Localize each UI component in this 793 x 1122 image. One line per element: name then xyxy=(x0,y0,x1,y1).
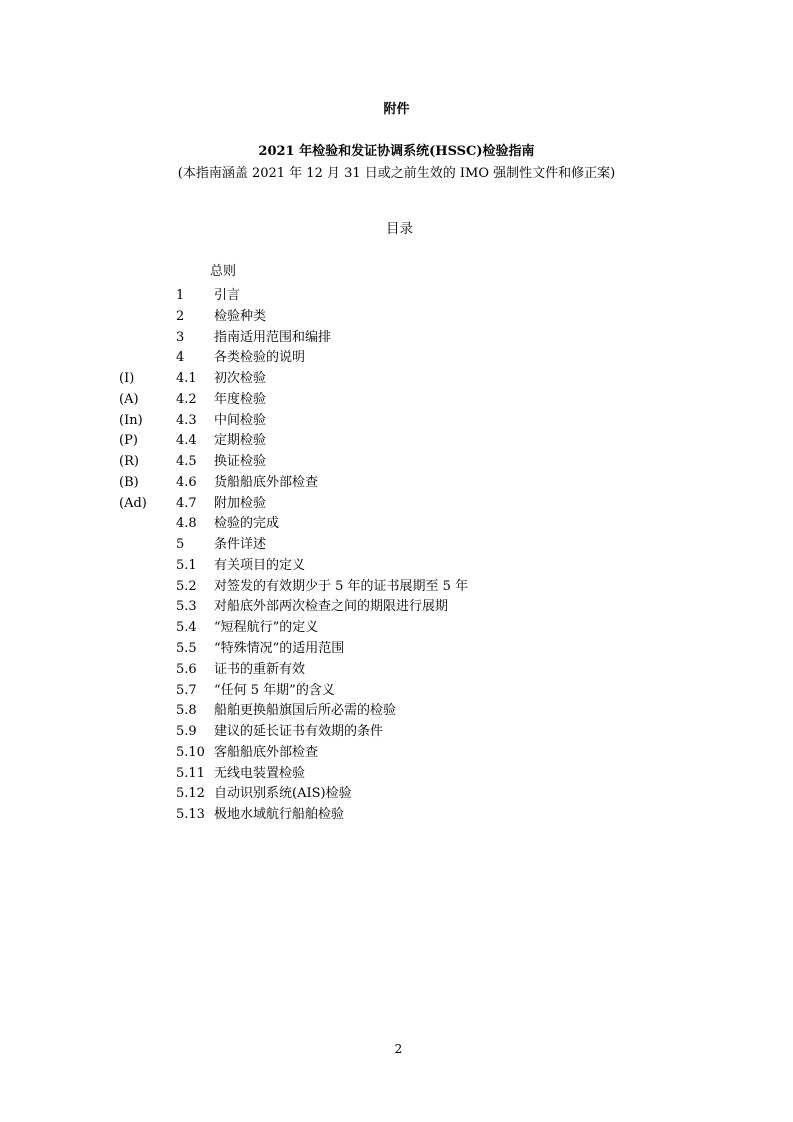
toc-entry-title: 检验种类 xyxy=(214,308,267,324)
toc-entry-abbreviation: (A) xyxy=(119,391,139,407)
toc-entry-number: 5.2 xyxy=(176,578,197,594)
toc-entry-number: 1 xyxy=(176,288,185,303)
toc-entry-title: 无线电装置检验 xyxy=(214,765,306,781)
toc-entry-number: 5.11 xyxy=(176,765,205,781)
toc-entry-title: 证书的重新有效 xyxy=(214,661,306,677)
toc-entry xyxy=(0,454,793,475)
document-subtitle: (本指南涵盖 2021 年 12 月 31 日或之前生效的 IMO 强制性文件和修正案) xyxy=(177,166,616,181)
toc-entry-number: 4.8 xyxy=(176,516,197,532)
toc-entry xyxy=(0,724,793,745)
toc-entry-title: 附加检验 xyxy=(214,495,267,511)
toc-entry xyxy=(0,537,793,558)
toc-entry xyxy=(0,766,793,787)
toc-entry-number: 5.7 xyxy=(176,682,197,698)
toc-entry-title: 货船船底外部检查 xyxy=(214,474,319,490)
toc-entry-abbreviation: (R) xyxy=(119,454,139,470)
toc-entry xyxy=(0,620,793,641)
table-of-contents xyxy=(0,288,793,828)
toc-entry-title: “任何 5 年期”的含义 xyxy=(214,682,335,698)
toc-entry-title: 建议的延长证书有效期的条件 xyxy=(214,724,384,740)
toc-entry-title: “短程航行”的定义 xyxy=(214,620,319,636)
toc-entry-number: 3 xyxy=(176,329,185,345)
toc-entry-number: 4.1 xyxy=(176,371,197,387)
toc-entry-title: 年度检验 xyxy=(214,391,267,407)
toc-entry-abbreviation: (I) xyxy=(119,371,135,387)
toc-entry xyxy=(0,745,793,766)
annex-label: 附件 xyxy=(383,102,410,117)
toc-entry-title: 对船底外部两次检查之间的期限进行展期 xyxy=(214,599,449,615)
toc-entry-number: 5.10 xyxy=(176,744,205,760)
document-title: 2021 年检验和发证协调系统(HSSC)检验指南 xyxy=(258,144,535,159)
toc-entry xyxy=(0,807,793,828)
toc-entry-number: 4.2 xyxy=(176,391,197,407)
toc-entry-title: 客船船底外部检查 xyxy=(214,744,319,760)
toc-entry-title: 极地水域航行船舶检验 xyxy=(214,807,345,823)
toc-entry xyxy=(0,475,793,496)
toc-entry-number: 4.5 xyxy=(176,454,197,470)
toc-entry-title: 换证检验 xyxy=(214,454,267,470)
toc-entry xyxy=(0,413,793,434)
toc-entry-title: 检验的完成 xyxy=(214,516,280,532)
toc-entry-abbreviation: (B) xyxy=(119,474,139,490)
toc-group-heading: 总则 xyxy=(210,264,237,279)
toc-entry xyxy=(0,786,793,807)
toc-entry-number: 5.4 xyxy=(176,620,197,636)
toc-entry-abbreviation: (Ad) xyxy=(119,495,147,511)
toc-entry xyxy=(0,703,793,724)
page-number: 2 xyxy=(394,1042,403,1056)
toc-entry-number: 4.4 xyxy=(176,433,197,449)
toc-entry xyxy=(0,288,793,309)
toc-entry-number: 5.1 xyxy=(176,557,197,573)
toc-entry-number: 4.6 xyxy=(176,474,197,490)
toc-entry-title: “特殊情况”的适用范围 xyxy=(214,641,345,657)
toc-entry xyxy=(0,579,793,600)
toc-entry-abbreviation: (In) xyxy=(119,412,143,428)
toc-entry-number: 5.13 xyxy=(176,807,205,823)
toc-entry-number: 5.6 xyxy=(176,661,197,677)
toc-entry-number: 4 xyxy=(176,350,185,366)
toc-entry-number: 5.8 xyxy=(176,703,197,719)
toc-entry-number: 5.3 xyxy=(176,599,197,615)
toc-entry xyxy=(0,641,793,662)
toc-entry-title: 引言 xyxy=(214,288,241,303)
toc-entry-title: 定期检验 xyxy=(214,433,267,449)
toc-entry xyxy=(0,558,793,579)
toc-entry xyxy=(0,662,793,683)
toc-entry-number: 2 xyxy=(176,308,185,324)
toc-entry xyxy=(0,599,793,620)
toc-entry-title: 对签发的有效期少于 5 年的证书展期至 5 年 xyxy=(214,578,469,594)
toc-entry xyxy=(0,309,793,330)
toc-entry xyxy=(0,683,793,704)
toc-entry-number: 4.7 xyxy=(176,495,197,511)
toc-entry xyxy=(0,516,793,537)
toc-entry-title: 中间检验 xyxy=(214,412,267,428)
toc-entry-number: 4.3 xyxy=(176,412,197,428)
toc-entry xyxy=(0,350,793,371)
toc-entry xyxy=(0,330,793,351)
toc-entry-title: 初次检验 xyxy=(214,371,267,387)
toc-entry-abbreviation: (P) xyxy=(119,433,138,449)
toc-entry-title: 船舶更换船旗国后所必需的检验 xyxy=(214,703,397,719)
toc-entry-number: 5.9 xyxy=(176,724,197,740)
toc-entry-title: 各类检验的说明 xyxy=(214,350,306,366)
toc-entry-title: 自动识别系统(AIS)检验 xyxy=(214,786,352,802)
toc-entry xyxy=(0,433,793,454)
toc-entry-title: 指南适用范围和编排 xyxy=(214,329,332,345)
toc-entry-number: 5.12 xyxy=(176,786,205,802)
toc-entry-number: 5 xyxy=(176,537,185,553)
toc-entry-title: 有关项目的定义 xyxy=(214,557,306,573)
toc-entry-number: 5.5 xyxy=(176,641,197,657)
toc-entry xyxy=(0,371,793,392)
toc-entry xyxy=(0,392,793,413)
toc-heading: 目录 xyxy=(386,221,413,237)
toc-entry xyxy=(0,496,793,517)
toc-entry-title: 条件详述 xyxy=(214,537,267,553)
